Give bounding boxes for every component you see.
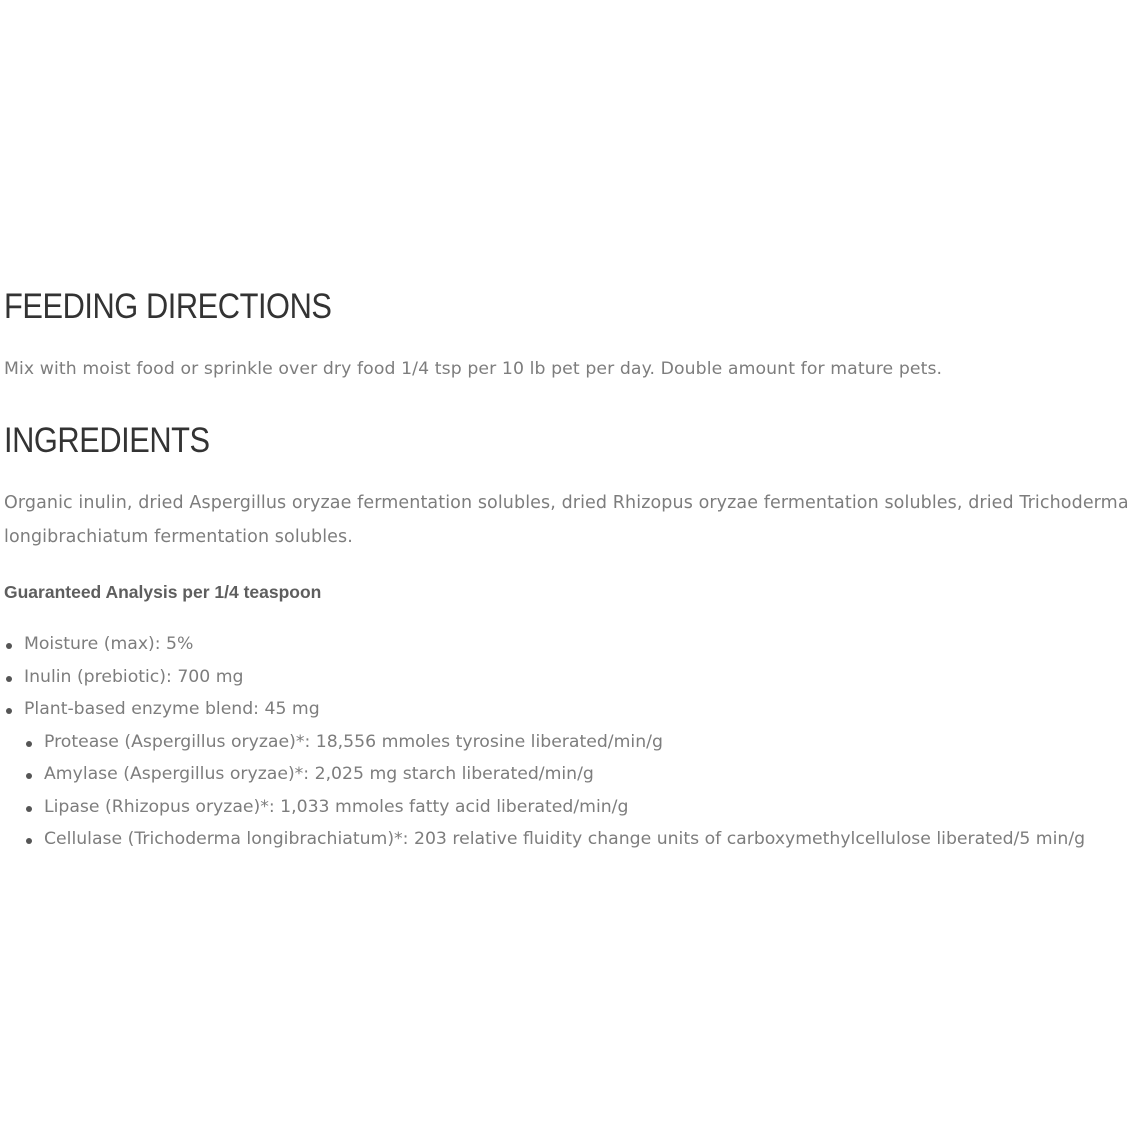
bullet-icon <box>6 643 12 649</box>
list-item-text: Plant-based enzyme blend: 45 mg <box>24 699 320 719</box>
bullet-icon <box>26 741 32 747</box>
sub-list-item <box>4 823 1144 856</box>
ingredients-heading: INGREDIENTS <box>4 421 210 460</box>
sub-list-item <box>4 726 1144 759</box>
list-item <box>4 628 1144 661</box>
bullet-icon <box>26 806 32 812</box>
bullet-icon <box>6 676 12 682</box>
list-item-text: Moisture (max): 5% <box>24 634 194 654</box>
list-item-text: Protease (Aspergillus oryzae)*: 18,556 mmoles tyrosine liberated/min/g <box>44 731 663 752</box>
sub-list-item <box>4 758 1144 791</box>
ingredients-text: Organic inulin, dried Aspergillus oryzae fermentation solubles, dried Rhizopus oryzae fermentation solubles, dried Trichoderma longibrachiatum fermentation solubles. <box>4 493 1129 547</box>
sub-list-item <box>4 791 1144 824</box>
bullet-icon <box>6 708 12 714</box>
list-item <box>4 661 1144 694</box>
feeding-directions-text: Mix with moist food or sprinkle over dry food 1/4 tsp per 10 lb pet per day. Double amount for mature pets. <box>4 359 943 379</box>
list-item-text: Amylase (Aspergillus oryzae)*: 2,025 mg starch liberated/min/g <box>44 764 594 784</box>
list-item <box>4 693 1144 726</box>
bullet-icon <box>26 838 32 844</box>
list-item-text: Lipase (Rhizopus oryzae)*: 1,033 mmoles fatty acid liberated/min/g <box>44 796 629 817</box>
product-details <box>4 285 1144 856</box>
feeding-directions-heading: FEEDING DIRECTIONS <box>4 287 332 326</box>
guaranteed-analysis-list <box>4 628 1144 856</box>
list-item-text: Inulin (prebiotic): 700 mg <box>24 666 244 687</box>
bullet-icon <box>26 773 32 779</box>
guaranteed-analysis-title: Guaranteed Analysis per 1/4 teaspoon <box>4 582 322 602</box>
list-item-text: Cellulase (Trichoderma longibrachiatum)*: 203 relative fluidity change units of carboxymethylcellulose liberated/5 min/g <box>44 829 1086 849</box>
